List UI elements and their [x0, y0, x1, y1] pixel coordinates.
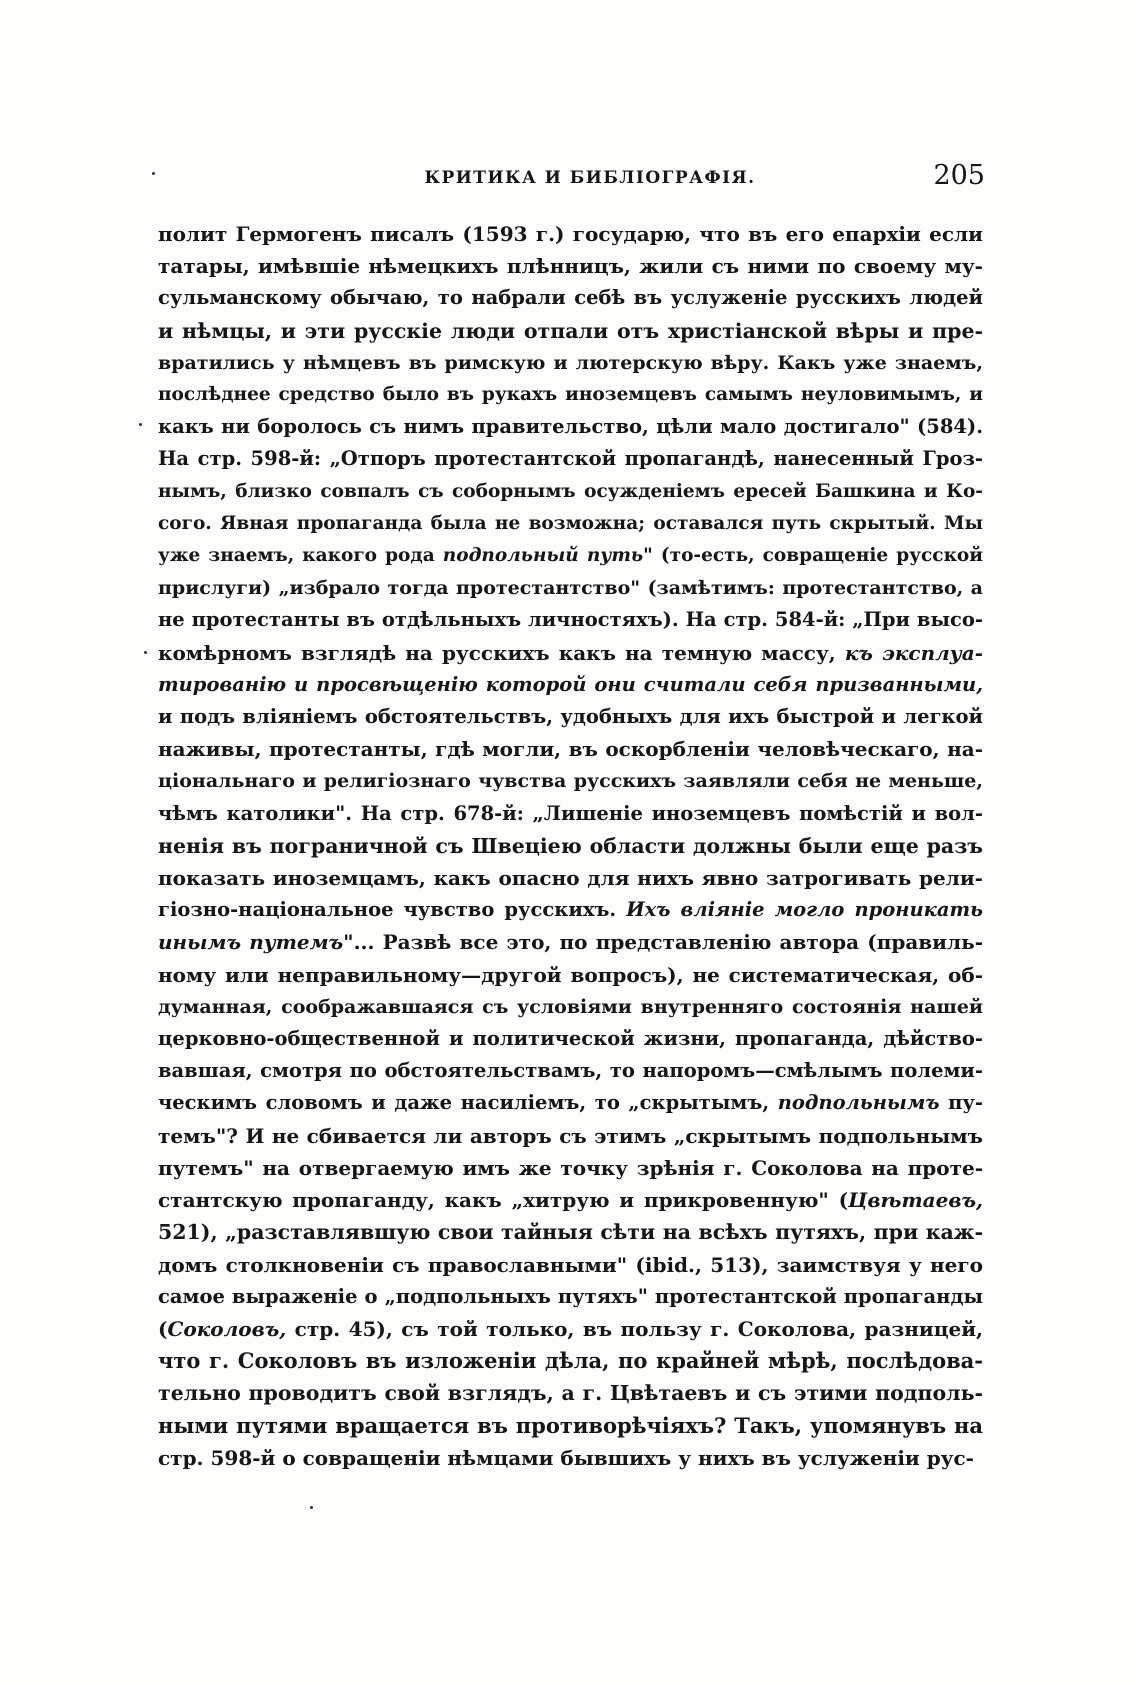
text-line	[158, 1377, 983, 1409]
scan-speck	[152, 172, 155, 175]
text-line	[158, 443, 983, 475]
text-segment: (	[158, 1316, 168, 1341]
text-line	[158, 218, 983, 250]
text-segment: "... Развѣ все это, по представленію автора (правиль-	[343, 930, 983, 955]
text-segment: уже знаемъ, какого рода	[158, 545, 443, 567]
text-segment: стантскую пропаганду, какъ „хитрую и прикровенную" (	[158, 1188, 849, 1213]
text-segment: и нѣмцы, и эти русскіе люди отпали отъ христіанской вѣры и пре-	[158, 318, 983, 343]
text-line	[158, 926, 983, 958]
text-segment: сого. Явная пропаганда была не возможна; оставался путь скрытый. Мы	[158, 512, 983, 534]
text-line	[158, 476, 983, 508]
text-segment: На стр. 598-й: „Отпоръ протестантской пропагандѣ, нанесенный Гроз-	[158, 447, 983, 471]
text-line	[158, 508, 983, 540]
text-segment: послѣднее средство было въ рукахъ иноземцевъ самымъ неуловимымъ, и	[158, 384, 983, 406]
text-segment: путемъ" на отвергаемую имъ же точку зрѣнія г. Соколова на проте-	[158, 1155, 983, 1180]
text-segment: ному или неправильному—другой вопросъ), не систематическая, об-	[158, 962, 983, 987]
text-segment: ціональнаго и религіознаго чувства русскихъ заявляли себя не меньше,	[158, 770, 983, 793]
text-line	[158, 1120, 983, 1152]
text-line	[158, 1184, 983, 1216]
text-segment: домъ столкновеніи съ православными" (ibid., 513), заимствуя у него	[158, 1252, 983, 1277]
text-line	[158, 604, 983, 636]
text-line	[158, 1216, 983, 1248]
text-segment: стр. 598-й о совращеніи нѣмцами бывшихъ у нихъ въ услуженіи рус-	[158, 1445, 974, 1470]
text-line	[158, 669, 983, 701]
text-line	[158, 894, 983, 926]
text-line	[158, 1055, 983, 1087]
text-line	[158, 1023, 983, 1055]
running-header: КРИТИКА И БИБЛІОГРАФІЯ.	[424, 168, 756, 188]
text-segment: тельно проводитъ свой взглядъ, а г. Цвѣтаевъ и съ этими подполь-	[158, 1381, 983, 1406]
text-segment: наживы, протестанты, гдѣ могли, въ оскорбленіи человѣческаго, на-	[158, 737, 983, 762]
text-line	[158, 798, 983, 830]
text-segment: церковно-общественной и политической жизни, пропаганда, дѣйство-	[158, 1027, 983, 1051]
text-segment: " (то-есть, совращеніе русской	[643, 545, 983, 567]
text-line	[158, 572, 983, 604]
text-segment: ненія въ пограничной съ Швеціею области должны были еще разъ	[158, 833, 983, 858]
italic-segment: Ихъ вліяніе могло проникать	[626, 898, 983, 922]
text-segment: ными путями вращается въ противорѣчіяхъ? Такъ, упомянувъ на	[158, 1412, 983, 1438]
text-line	[158, 411, 983, 443]
scan-speck	[139, 423, 142, 426]
text-line	[158, 830, 983, 862]
text-segment: ческимъ словомъ и даже насиліемъ, то „скрытымъ,	[158, 1091, 778, 1115]
italic-segment: инымъ путемъ	[158, 930, 344, 955]
text-segment: нымъ, близко совпалъ съ соборнымъ осужденіемъ ересей Башкина и Ко-	[158, 480, 983, 502]
text-line	[158, 701, 983, 733]
text-line	[158, 959, 983, 991]
text-segment: какъ ни боролось съ нимъ правительство, цѣли мало достигало" (584).	[158, 415, 983, 439]
text-segment: показать иноземцамъ, какъ опасно для нихъ явно затрогивать рели-	[158, 866, 983, 891]
text-segment: чѣмъ католики". На стр. 678-й: „Лишеніе иноземцевъ помѣстій и вол-	[158, 801, 983, 825]
text-line	[158, 637, 983, 669]
text-segment: и подъ вліяніемъ обстоятельствъ, удобныхъ для ихъ быстрой и легкой	[158, 705, 983, 729]
text-segment: пу-	[939, 1091, 983, 1115]
text-segment: прислуги) „избрало тогда протестантство" (замѣтимъ: протестантство, а	[158, 577, 983, 600]
text-line	[158, 540, 983, 572]
page-number: 205	[933, 160, 985, 191]
text-segment: не протестанты въ отдѣльныхъ личностяхъ). На стр. 584-й: „При высо-	[158, 608, 983, 632]
text-line	[158, 1087, 983, 1119]
text-segment: темъ"? И не сбивается ли авторъ съ этимъ „скрытымъ подпольнымъ	[158, 1123, 983, 1148]
text-line	[158, 379, 983, 411]
text-segment: 521), „разставлявшую свои тайныя сѣти на всѣхъ путяхъ, при каж-	[158, 1220, 983, 1245]
italic-segment: къ эксплуа-	[844, 640, 983, 665]
text-segment: комѣрномъ взглядѣ на русскихъ какъ на темную массу,	[158, 640, 845, 665]
body-text	[158, 218, 983, 1474]
text-line	[158, 347, 983, 379]
italic-segment: Соколовъ,	[167, 1316, 287, 1341]
italic-segment: подпольный путь	[442, 545, 644, 567]
text-segment: вавшая, смотря по обстоятельствамъ, то напоромъ—смѣлымъ полеми-	[158, 1059, 983, 1083]
text-line	[158, 765, 983, 797]
text-segment: сульманскому обычаю, то набрали себѣ въ услуженіе русскихъ людей	[158, 286, 983, 310]
text-segment: гіозно-національное чувство русскихъ.	[158, 898, 627, 922]
text-line	[158, 1410, 983, 1442]
text-segment: стр. 45), съ той только, въ пользу г. Соколова, разницей,	[286, 1316, 983, 1341]
text-segment: вратились у нѣмцевъ въ римскую и лютерскую вѣру. Какъ уже знаемъ,	[158, 351, 983, 374]
text-segment: что г. Соколовъ въ изложеніи дѣла, по крайней мѣрѣ, послѣдова-	[158, 1348, 983, 1374]
italic-segment: подпольнымъ	[777, 1091, 940, 1115]
text-line	[158, 250, 983, 282]
text-line	[158, 1152, 983, 1184]
text-line	[158, 315, 983, 347]
text-segment: татары, имѣвшіе нѣмецкихъ плѣнницъ, жили съ ними по своему му-	[158, 254, 983, 279]
text-line	[158, 733, 983, 765]
text-line	[158, 1345, 983, 1377]
text-segment: полит Гермогенъ писалъ (1593 г.) государю, что въ его епархіи если	[158, 222, 983, 246]
text-line	[158, 1281, 983, 1313]
text-segment: думанная, соображавшаяся съ условіями внутренняго состоянія нашей	[158, 995, 983, 1018]
text-line	[158, 862, 983, 894]
text-line	[158, 282, 983, 314]
text-line	[158, 991, 983, 1023]
scan-speck	[310, 1506, 313, 1509]
italic-segment: Цвѣтаевъ,	[848, 1188, 983, 1213]
text-line	[158, 1313, 983, 1345]
italic-segment: тированію и просвѣщенію которой они считали себя призванными,	[158, 672, 983, 696]
text-line	[158, 1442, 983, 1474]
scan-speck	[144, 651, 147, 654]
text-line	[158, 1249, 983, 1281]
text-segment: самое выраженіе о „подпольныхъ путяхъ" протестантской пропаганды	[158, 1284, 983, 1308]
